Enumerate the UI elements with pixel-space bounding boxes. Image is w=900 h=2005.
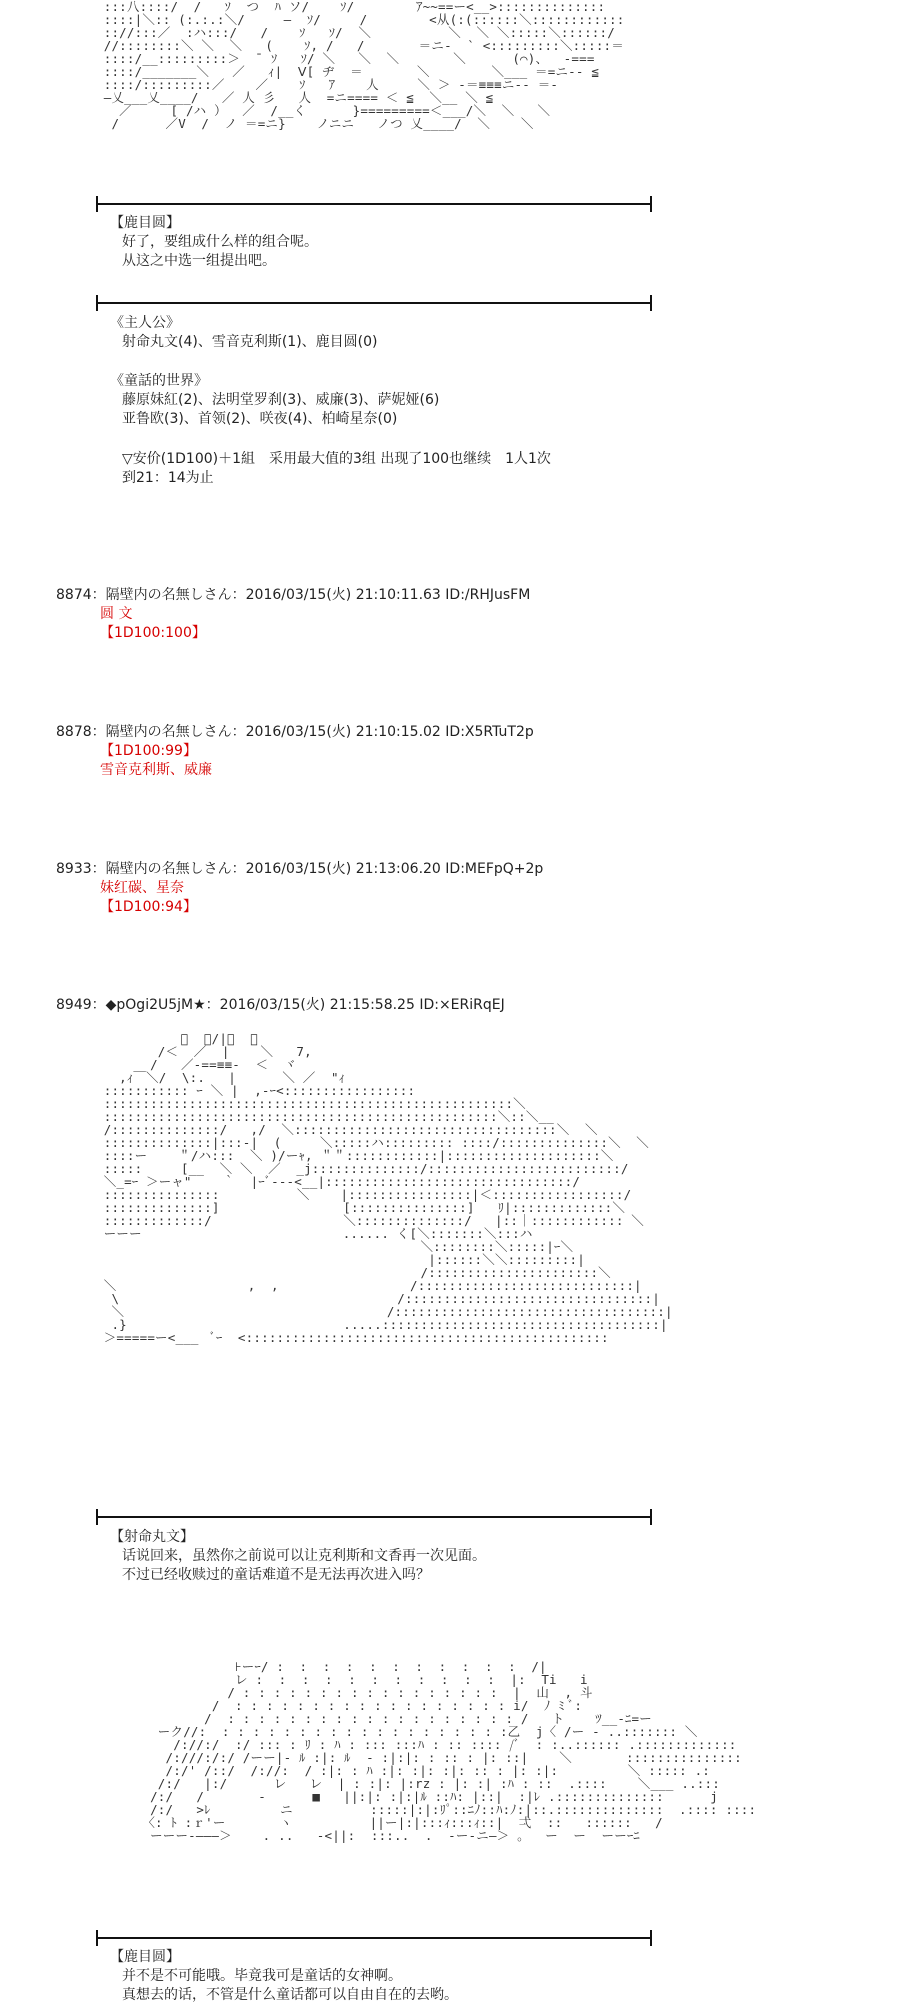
dice-result: 【1D100:100】 xyxy=(100,625,206,641)
dialogue-line: 话说回来，虽然你之前说可以让克利斯和文香再一次见面。 xyxy=(122,1548,486,1564)
group-heading-fairytale: 《童話的世界》 xyxy=(110,373,208,389)
dialogue-line: 好了，要组成什么样的组合呢。 xyxy=(122,234,318,250)
dialogue-line: 不过已经收赎过的童话难道不是无法再次进入吗？ xyxy=(122,1567,430,1583)
group-members: 藤原妹紅(2)、法明堂罗刹(3)、威廉(3)、萨妮娅(6) xyxy=(122,392,440,408)
post-header: 8933：隔壁内の名無しさん：2016/03/15(火) 21:13:06.20 ID:MEFpQ+2p xyxy=(56,861,544,877)
dice-result: 【1D100:94】 xyxy=(100,899,197,915)
rule-line: ▽安价(1D100)＋1組 采用最大值的3组 出现了100也继续 1人1次 xyxy=(122,451,551,467)
group-members: 射命丸文(4)、雪音克利斯(1)、鹿目圆(0) xyxy=(122,334,378,350)
speaker-tag-madoka: 【鹿目圆】 xyxy=(110,215,180,231)
post-header: 8878：隔壁内の名無しさん：2016/03/15(火) 21:10:15.02 ID:X5RTuT2p xyxy=(56,724,534,740)
ascii-art-fox: ﾟ ｰ/|＼ ｰ /＜ ／ | ＼ 7, / ／-==≡≡- ＜ ヾ ,ｨ￣＼/ \:. | ＼ ／ "ｨ ::::::::::: ｰ ＼ | ,-ｰ<::::::::::::::::: :::::::::::::::::::::::::::::::::::::::::::::::::::::＼ :::::::::::::::::::::::::::::::::::::::::::::::::::＼::＼__ /::::::::::::::/ ,/ ＼::::::::::::::::::::::::::::::::::＼ ＼ ::::::::::::::|:::-| ( ＼:::::ハ::::::::: ::::/::::::::::::::＼ ＼ ::::ー ＂/ハ::: ＼ )/ーｬ, ＂＂::::::::::::|::::::::::::::::::::＼ ::::: [__ ＼ ＼ ／ _j::::::::::::::/:::::::::::::::::::::::::/ ＼_=ｰ ＞ーャ" ｀ |ｰﾞ---<__|::::::::::::::::::::::::::::::::/ ::::::::::::::: ＼ |::::::::::::::::|＜:::::::::::::::::/ ::::::::::::::] [:::::::::::::::] ﾘ|:::::::::::::＼ :::::::::::::/ ＼::::::::::::::/ |::｜:::::::::::: ＼ ーーー ...... く[＼:::::::＼:::ハ ＼::::::::＼:::::|ｰ＼ |::::::＼＼:::::::::| /::::::::::::::::::::::＼ ＼ , , /::::::::::::::::::::::::::::| \ /::::::::::::::::::::::::::::::::| ＼ /:::::::::::::::::::::::::::::::::::| .} .....::::::::::::::::::::::::::::::::::::| ＞=====ー<___ ﾞｰ <::::::::::::::::::::::::::::::::::::::::::::::: xyxy=(103,1031,673,1345)
post-body-line: 妹红碳、星奈 xyxy=(100,880,184,896)
ascii-art-top: :::八::::/ / ｿ つ ﾊ ソ/ ｿ/ ｱ~~==ー<__>:::::::::::::: ::::|＼:: (:.:.:＼/ ― ｿ/ / <从(:(::::::＼:::::::::::: :://:::／ :ハ:::/ / ｿ ｿ/ ＼ ＼ ＼ ＼:::::＼::::::/ //::::::::＼ ＼ ＼ ( ｿ, / / ＝ニ- ` <:::::::::＼:::::＝ ::::/__:::::::::＞ ̄ ｿ ｿ/ ＼ ＼ ＼ ＼ (⌒)、 -=== ::::/_______＼ ／ ｨ| Ⅴ[ ヂ ＝ ＼ ＼___ ＝=ニ-- ≦ ::::/:::::::::／ ／ ｿ ｱ 人 ＼ ＞ ‐＝≡≡≡ニ-- ＝‐ ―乂___乂____/ ／ 人 彡 人 =ニ==== ＜ ≦ ＼__ ＼ ≦ ／ [ /ハ ） ／ /__く }=========＜___/＼ ＼ ＼ / ／V / ノ ＝=ニ} ノニニ ノつ 乂____/ ＼ ＼ xyxy=(103,0,625,131)
divider xyxy=(96,302,652,304)
ascii-art-bottom: ⊦ーｰ/ : : : : : : : : : : : /| レ : : : : : : : : : : : |: Ti i / : : : : : : : : : : : : : : : : : | 山 , 斗 / : : : : : : : : : : : : : : : : : : i/ ﾉ ﾐ ﾞ: / : : : : : : : : : : : : : : : : : : : / ト ﾂ__-ﾆ=ー ーク//: : : : : : : : : : : : : : : : : : : :乙 j〈 /ー - ..::::::: ＼ /://:/ :/ ::: : ﾘ : ﾊ : ::: :::ﾊ : :: :::: /ﾞ : :..:::::: .::::::::::::: /:///:/:/ /ーー|- ﾙ :|: ﾙ - :|:|: : :: : |: ::| ＼ ::::::::::::::: /:/' /::/ /://: / :|: : ﾊ :|: :|: :|: :: : |: :|: ＼ ::::: .: /:/ |:/ レ レ | : :|: |:rz : |: :| :ﾊ : :: .:::: ＼___ ..::: /:/ / - ■ ||:|: :|:|ﾙ ::ﾊ: |::| :|ﾚ .:::::::::::::: j /:/ >ﾚ ニ :::::|:|:ﾘﾟ::ﾆﾉ::ﾊ:ﾉ:|::.:::::::::::::: .:::: :::: 〈: ﾄ :ｒ'ー ヽ ||ー|:|:::ｨ:::ｨ::| 弌 :: :::::: / ーーー‐―――＞ . .. -<||: :::.. . -ー-ニ―＞ 。 ー ー ーーｰﾆ xyxy=(142,1659,757,1843)
post-header: 8874：隔壁内の名無しさん：2016/03/15(火) 21:10:11.63 ID:/RHJusFM xyxy=(56,587,531,603)
dice-result: 【1D100:99】 xyxy=(100,743,197,759)
divider xyxy=(96,1937,652,1939)
post-header-author: 8949：◆pOgi2U5jM★：2016/03/15(火) 21:15:58.25 ID:×ERiRqEJ xyxy=(56,997,505,1013)
post-body-line: 圆 文 xyxy=(100,606,133,622)
dialogue-line: 并不是不可能哦。毕竟我可是童话的女神啊。 xyxy=(122,1968,402,1984)
divider xyxy=(96,1516,652,1518)
rule-line: 到21：14为止 xyxy=(122,470,214,486)
speaker-tag-madoka: 【鹿目圆】 xyxy=(110,1949,180,1965)
dialogue-line: 真想去的话，不管是什么童话都可以自由自在的去哟。 xyxy=(122,1987,458,2003)
post-body-line: 雪音克利斯、威廉 xyxy=(100,762,212,778)
speaker-tag-aya: 【射命丸文】 xyxy=(110,1529,194,1545)
group-heading-protagonist: 《主人公》 xyxy=(110,315,180,331)
dialogue-line: 从这之中选一组提出吧。 xyxy=(122,253,276,269)
group-members: 亚鲁欧(3)、首领(2)、咲夜(4)、柏崎星奈(0) xyxy=(122,411,398,427)
divider xyxy=(96,203,652,205)
